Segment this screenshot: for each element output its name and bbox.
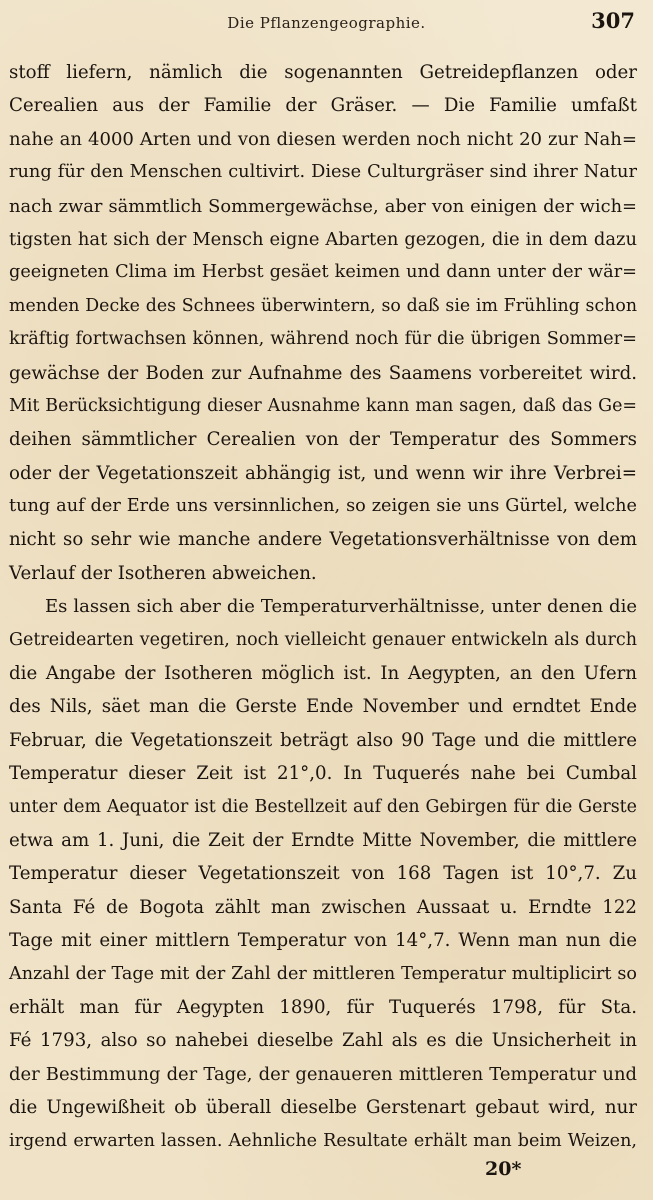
text-line: stoff liefern, nämlich die sogenannten Getreidepflanzen oder: [9, 62, 637, 83]
text-line: rung für den Menschen cultivirt. Diese Culturgräser sind ihrer Natur: [9, 162, 637, 183]
text-line: die Ungewißheit ob überall dieselbe Gerstenart gebaut wird, nur: [9, 1097, 637, 1119]
text-line: menden Decke des Schnees überwintern, so daß sie im Frühling schon: [9, 295, 637, 316]
signature-mark: 20*: [485, 1158, 522, 1180]
paragraph-end-line: Verlauf der Isotheren abweichen.: [9, 562, 317, 584]
running-head: Die Pflanzengeographie.: [227, 14, 426, 32]
text-line: etwa am 1. Juni, die Zeit der Erndte Mitte November, die mittlere: [9, 829, 637, 851]
text-line: die Angabe der Isotheren möglich ist. In Aegypten, an den Ufern: [9, 663, 637, 685]
text-line: Fé 1793, also so nahebei dieselbe Zahl als es die Unsicherheit in: [9, 1030, 637, 1052]
text-line: kräftig fortwachsen können, während noch für die übrigen Sommer=: [9, 329, 637, 350]
text-line: Cerealien aus der Familie der Gräser. — Die Familie umfaßt: [9, 95, 637, 117]
text-line: Mit Berücksichtigung dieser Ausnahme kann man sagen, daß das Ge=: [9, 395, 637, 416]
text-line: Temperatur dieser Vegetationszeit von 168 Tagen ist 10°,7. Zu: [9, 863, 637, 885]
text-line: Tage mit einer mittlern Temperatur von 14°,7. Wenn man nun die: [9, 930, 637, 952]
text-line: Anzahl der Tage mit der Zahl der mittleren Temperatur multiplicirt so: [9, 963, 637, 984]
body-text: [9, 56, 637, 1158]
text-line: geeigneten Clima im Herbst gesäet keimen und dann unter der wär=: [9, 262, 637, 283]
paragraph-start-line: Es lassen sich aber die Temperaturverhältnisse, unter denen die: [45, 596, 637, 618]
text-line: gewächse der Boden zur Aufnahme des Saamens vorbereitet wird.: [9, 362, 637, 384]
text-line: erhält man für Aegypten 1890, für Tuquerés 1798, für Sta.: [9, 996, 637, 1018]
text-line: des Nils, säet man die Gerste Ende November und erndtet Ende: [9, 696, 637, 718]
text-line: nicht so sehr wie manche andere Vegetationsverhältnisse von dem: [9, 529, 637, 551]
text-line: irgend erwarten lassen. Aehnliche Resultate erhält man beim Weizen,: [9, 1130, 637, 1151]
text-line: nach zwar sämmtlich Sommergewächse, aber von einigen der wich=: [9, 195, 637, 217]
text-line: deihen sämmtlicher Cerealien von der Temperatur des Sommers: [9, 429, 637, 451]
text-line: oder der Vegetationszeit abhängig ist, und wenn wir ihre Verbrei=: [9, 462, 637, 484]
text-line: tung auf der Erde uns versinnlichen, so zeigen sie uns Gürtel, welche: [9, 496, 637, 517]
text-line: tigsten hat sich der Mensch eigne Abarten gezogen, die in dem dazu: [9, 228, 637, 250]
text-line: nahe an 4000 Arten und von diesen werden noch nicht 20 zur Nah=: [9, 128, 637, 150]
text-line: unter dem Aequator ist die Bestellzeit auf den Gebirgen für die Gerste: [9, 796, 637, 817]
page-header: [0, 8, 653, 38]
text-line: Temperatur dieser Zeit ist 21°,0. In Tuquerés nahe bei Cumbal: [9, 763, 637, 785]
text-line: Santa Fé de Bogota zählt man zwischen Aussaat u. Erndte 122: [9, 896, 637, 918]
text-line: Getreidearten vegetiren, noch vielleicht genauer entwickeln als durch: [9, 629, 637, 650]
text-line: Februar, die Vegetationszeit beträgt also 90 Tage und die mittlere: [9, 729, 637, 751]
text-line: der Bestimmung der Tage, der genaueren mittleren Temperatur und: [9, 1063, 637, 1085]
page-number: 307: [591, 8, 635, 33]
